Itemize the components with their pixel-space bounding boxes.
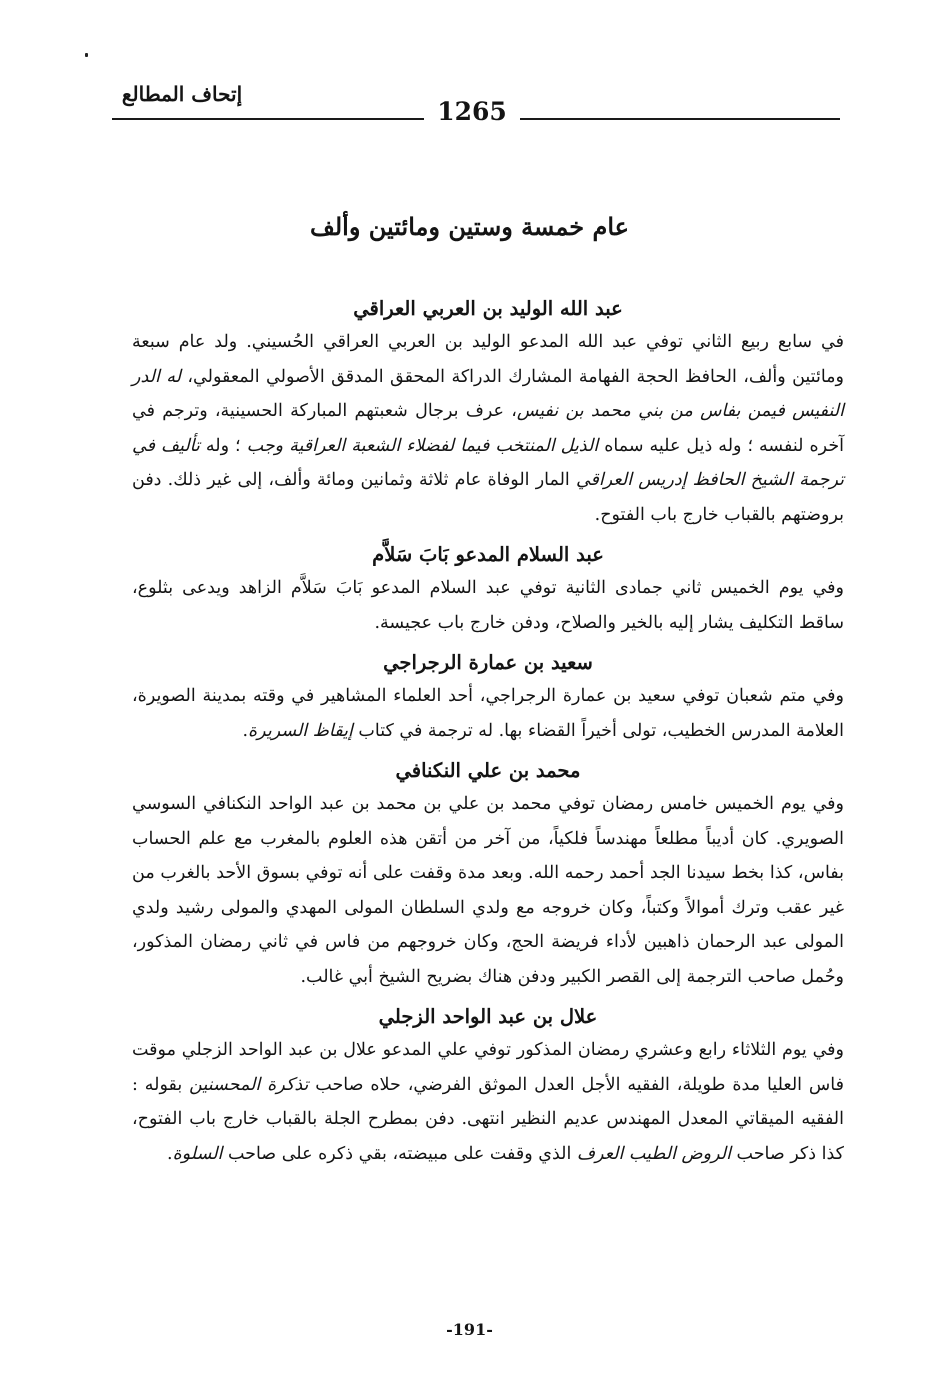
book-title-reference: إيقاظ السريرة (248, 720, 353, 741)
text-run: بقوله : الفقيه الميقاتي المعدل المهندس عديم النظير انتهى. دفن بمطرح الجلة بالقباب خارج باب الفتوح، كذا ذكر صاحب (132, 1074, 844, 1164)
entry-paragraph (132, 679, 844, 748)
running-header-book-title: إتحاف المطالع (121, 82, 243, 106)
ink-speck (85, 53, 88, 57)
entry-heading: سعيد بن عمارة الرجراجي (383, 651, 593, 674)
text-run: ؛ وله (199, 435, 247, 456)
text-run: المار الوفاة عام ثلاثة وثمانين ومائة وألف، إلى غير ذلك. دفن بروضتهم بالقباب خارج باب الفتوح. (132, 470, 844, 525)
header-rule-left (112, 118, 424, 120)
text-run: ، عرف برجال شعبتهم المباركة الحسينية، وترجم في آخره لنفسه ؛ وله ذيل عليه سماه (132, 401, 845, 456)
entry-heading: محمد بن علي النكنافي (395, 759, 581, 782)
chapter-title: عام خمسة وستين ومائتين وألف (310, 212, 629, 241)
book-title-reference: تذكرة المحسنين (189, 1074, 309, 1095)
text-run: وفي يوم الخميس خامس رمضان توفي محمد بن علي بن محمد بن عبد الواحد النكنافي السوسي الصويري. كان أديباً مطلعاً مهندساً فلكياً، من آخر من أتقن هذه العلوم بالمغرب مع علم الحساب بفاس، كذا بخط سيدنا الجد أحمد رحمه الله. وبعد مدة وقفت على أنه توفي بسوق الأحد بالغرب من غير عقب وترك أموالاً وكتباً، وكان خروجه مع ولدي السلطان المولى المهدي والمولى رشيد ولدي المولى عبد الرحمان ذاهبين لأداء فريضة الحج، وكان خروجهم من فاس في ثاني رمضان المذكور، وحُمل صاحب الترجمة إلى القصر الكبير ودفن هناك بضريح الشيخ أبي غالب. (132, 794, 844, 987)
book-title-reference: الروض الطيب العرف (576, 1143, 731, 1164)
text-run: الذي وقفت على مبيضته، بقي ذكره على صاحب (222, 1143, 577, 1164)
header-year-number: 1265 (437, 97, 507, 126)
entry-paragraph (132, 1033, 844, 1171)
book-title-reference: له الدر النفيس فيمن بفاس من بني محمد بن نفيس (132, 366, 844, 421)
entry-paragraph (132, 571, 844, 640)
text-run: وفي متم شعبان توفي سعيد بن عمارة الرجراجي، أحد العلماء المشاهير في وقته بمدينة الصويرة، العلامة المدرس الخطيب، تولى أخيراً القضاء بها. له ترجمة في كتاب (132, 686, 844, 741)
page-number: -191- (446, 1320, 493, 1339)
book-title-reference: السلوة (172, 1143, 223, 1164)
header-rule-right (520, 118, 840, 120)
entry-paragraph (132, 787, 844, 994)
biographies-section (132, 292, 844, 1177)
entry-heading: علال بن عبد الواحد الزجلي (378, 1005, 598, 1028)
text-run: . (242, 720, 249, 741)
text-run: . (167, 1143, 173, 1164)
entry-heading: عبد السلام المدعو بَابَ سَلاَّم (372, 543, 604, 566)
entry-paragraph (132, 325, 844, 532)
book-title-reference: الذيل المنتخب فيما لفضلاء الشعبة العراقية وجب (246, 435, 599, 456)
text-run: وفي يوم الثلاثاء رابع وعشري رمضان المذكور توفي علي المدعو علال بن عبد الواحد الزجلي موقت فاس العليا مدة طويلة، الفقيه الأجل العدل الموثق الفرضي، حلاه صاحب (132, 1040, 844, 1095)
text-run: في سابع ربيع الثاني توفي عبد الله المدعو الوليد بن العربي العراقي الحُسيني. ولد عام سبعة ومائتين وألف، الحافظ الحجة الفهامة المشارك الدراكة المحقق المدقق الأصولي المعقولي، (132, 332, 844, 387)
text-run: وفي يوم الخميس ثاني جمادى الثانية توفي عبد السلام المدعو بَابَ سَلاَّم الزاهد ويدعى بثلوع، ساقط التكليف يشار إليه بالخير والصلاح، ودفن خارج باب عجيسة. (132, 578, 844, 633)
entry-heading: عبد الله الوليد بن العربي العراقي (353, 297, 623, 320)
book-title-reference: تأليف في ترجمة الشيخ الحافظ إدريس العراقي (132, 435, 845, 490)
